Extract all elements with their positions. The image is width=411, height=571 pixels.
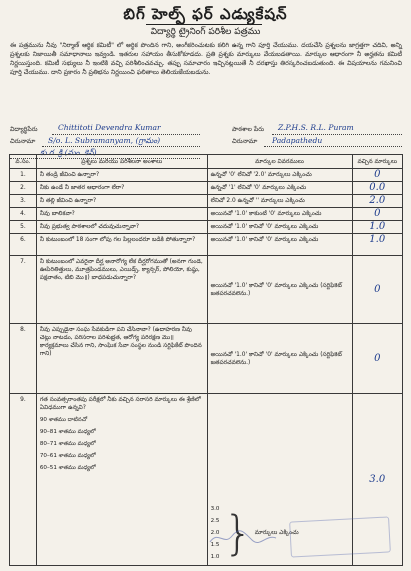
table-row — [10, 234, 403, 256]
grade-range: 60–51 శాతము మధ్యలో — [39, 465, 96, 471]
row-no: 6. — [10, 234, 37, 256]
row-score[interactable]: 0 — [374, 352, 381, 364]
grade-range: 80–71 శాతము మధ్యలో — [39, 441, 96, 447]
grade-note: మార్కులు ఎక్కించు — [254, 530, 299, 536]
row-score[interactable]: 0 — [374, 283, 381, 295]
grade-point: 1.0 — [210, 554, 220, 560]
grade-point: 3.0 — [210, 506, 220, 512]
intro-paragraph: ఈ పత్రమును నీవు "నిర్మాణ్ ఆర్థిక కమిటీ" లో అర్థిక పొందిన గాని, అంగీకరించుటకు కలిగి ఉన్న గాని పూర్తి చేయుము. దయచేసి ప్రశ్నలను జాగ్రత్తగా చదివి, అన్ని ప్రశ్నలకు నిజాయితీ సమాధానాలు ఇవ్వండి. ఇతరుల సహాయం తీసుకోకూడదు. ప్రతి ప్రశ్నకు మార్కులు వేయబడతాయి. మార్కుల ఆధారంగా నీ అర్హతను కమిటీ నిర్ణయిస్తుంది. కమిటీ సభ్యులు నీ ఇంటికి వచ్చి పరిశీలించవచ్చు. తప్పు సమాచారం ఇచ్చినట్లయితే నీ దరఖాస్తు తిరస్కరించబడుతుంది. ఈ విషయాలను గమనించి పూర్తి చేయుము. దాని ప్రకారం నీ ప్రతిభను నిర్ణయించి ఫలితాలు తెలియజేయబడును. — [10, 42, 402, 76]
row-question: నీ కుటుంబంలో 18 సంగా లోపు గల పిల్లలందరూ బడికి పోతున్నారా? — [36, 234, 207, 256]
row-code: అయినచో '1.0' కానిచో '0' మార్కులు ఎక్కించు — [207, 234, 352, 256]
row-question: నీవు ఎప్పుడైనా సంఘ సేవకుడిగా పని చేసినావా? (ఉదాహరణ నీవు చెట్లు నాటడం, పరిసరాల పరిశుభ్రత, ఆరోగ్య పరిరక్షణ మొ॥ కార్యక్రమాలు చేసిన గాని, సాంఘిక సేవా సంస్థల నుండి సర్టిఫికేట్ పొందిన గాని) — [36, 324, 207, 394]
row-code: అయినచో '1.0' కాకుంటే '0' మార్కులు ఎక్కించు — [207, 208, 352, 221]
grade-point: 2.5 — [210, 518, 220, 524]
table-row — [10, 195, 403, 208]
student-name-value[interactable]: Chittitoti Devendra Kumar — [58, 123, 161, 132]
row-code: లేనిచో 2.0 ఉన్నచో '' మార్కులు ఎక్కించు — [207, 195, 352, 208]
table-row — [10, 324, 403, 394]
row-no: 1. — [10, 169, 37, 182]
row-score-cell[interactable] — [352, 169, 402, 182]
row-score-cell[interactable] — [352, 234, 402, 256]
brace-glyph: } — [223, 506, 253, 560]
row-code: ఉన్నచో '0' లేనిచో '2.0' మార్కులు ఎక్కించు — [207, 169, 352, 182]
row-score-cell[interactable] — [352, 195, 402, 208]
table-row — [10, 208, 403, 221]
row-no: 5. — [10, 221, 37, 234]
grade-range: 90–81 శాతము మధ్యలో — [39, 429, 96, 435]
address-line2-value[interactable]: కు.గ. క్రి (మం. కెన్) — [40, 148, 97, 157]
row-score[interactable]: 1.0 — [369, 234, 386, 245]
grade-point: 2.0 — [210, 530, 220, 536]
row-code: అయినచో '1.0' కానిచో '0' మార్కులు ఎక్కించు (సర్టిఫికెట్ జతపరచవలెను.) — [207, 324, 352, 394]
row-score-cell[interactable] — [352, 208, 402, 221]
row-question: నీవు బాలికవా? — [36, 208, 207, 221]
address-line1-value[interactable]: S/o. L. Subramanyam, (గ్రామం) — [48, 136, 161, 145]
row-question-grades — [36, 394, 207, 566]
table-row — [10, 169, 403, 182]
grade-range: 70–61 శాతము మధ్యలో — [39, 453, 96, 459]
header-question: ప్రశ్నలు మరియు పరిశీలనా అంశాలు — [36, 155, 207, 169]
row-question: నీకు ఉండే నీ జాతర ఆధారంగా లేరా? — [36, 182, 207, 195]
grade-range: 90 శాతము దాటినచో — [39, 417, 88, 423]
row-code: అయినచో '1.0' కానిచో '0' మార్కులు ఎక్కించు — [207, 221, 352, 234]
table-row — [10, 182, 403, 195]
row-question: నీ తల్లి జీవించి ఉన్నారా? — [36, 195, 207, 208]
header-score: వచ్చిన మార్కులు — [352, 155, 402, 169]
row-no: 7. — [10, 256, 37, 324]
row-no: 2. — [10, 182, 37, 195]
school-address-label: చిరునామా — [232, 138, 258, 145]
row-no: 4. — [10, 208, 37, 221]
row-question: నీవు ప్రభుత్వ పాఠశాలలో చదువుచున్నావా? — [36, 221, 207, 234]
table-row — [10, 221, 403, 234]
row-score-cell[interactable] — [352, 324, 402, 394]
school-name-label: పాఠశాల పేరు — [232, 126, 265, 133]
row-score[interactable]: 3.0 — [369, 473, 386, 485]
row-score-cell[interactable] — [352, 256, 402, 324]
row-score[interactable]: 0.0 — [369, 182, 386, 193]
student-name-label: విద్యార్థిపేరు — [10, 126, 38, 133]
row-score[interactable]: 0 — [374, 208, 381, 219]
school-name-value[interactable]: Z.P.H.S. R.L. Puram — [278, 123, 354, 132]
row-code: అయినచో '1.0' కానిచో '0' మార్కులు ఎక్కించు (సర్టిఫికెట్ జతపరచవలెను.) — [207, 256, 352, 324]
row-score-cell[interactable] — [352, 182, 402, 195]
form-title: బిగ్ హెల్ప్ ఫర్ ఎడ్యుకేషన్ — [123, 5, 288, 23]
row-score[interactable]: 2.0 — [369, 195, 386, 206]
table-header-row — [10, 155, 403, 169]
signature-scribble — [208, 528, 278, 548]
row-question: గత సంవత్సరాంతపు పరీక్షలో నీకు వచ్చిన సరాసరి మార్కులు ఈ శ్రేణిలో ఏవిధముగా ఉన్నవి? — [39, 397, 201, 411]
grade-point: 1.5 — [210, 542, 220, 548]
header-no: వ.సం. — [10, 155, 37, 169]
row-no: 3. — [10, 195, 37, 208]
school-address-line1-value[interactable]: Padapathedu — [272, 136, 323, 145]
title-underline — [146, 24, 262, 25]
row-question: నీ తండ్రి జీవించి ఉన్నారా? — [36, 169, 207, 182]
row-no: 8. — [10, 324, 37, 394]
row-code: ఉన్నచో '1' లేనిచో '0' మార్కులు ఎక్కించు — [207, 182, 352, 195]
student-name-line — [52, 134, 200, 135]
row-no: 9. — [10, 394, 37, 566]
row-score-cell[interactable] — [352, 221, 402, 234]
table-row — [10, 256, 403, 324]
school-address-line-1 — [264, 146, 402, 147]
row-score[interactable]: 0 — [374, 169, 381, 180]
office-stamp — [289, 516, 391, 557]
school-name-line — [272, 134, 402, 135]
form-subtitle: విద్యార్థి ట్రైనింగ్ పరిశీల పత్రము — [150, 27, 261, 37]
row-score[interactable]: 1.0 — [369, 221, 386, 232]
address-label: చిరునామా — [10, 138, 36, 145]
assessment-table — [9, 154, 403, 566]
row-question: నీ కుటుంబంలో ఎవరైనా దీర్ఘ అనారోగ్య లేక దీర్ఘరోగముతో (అనగా గుండె, ఊపిరితిత్తులు, మూత్రపిండములు, ఎయిడ్స్, క్యాన్సర్, పోలియో, కుష్ఠు, పక్షవాతం, టిబి మొ॥) బాధపడుచున్నారా? — [36, 256, 207, 324]
header-code: మార్కుల వివరములు — [207, 155, 352, 169]
